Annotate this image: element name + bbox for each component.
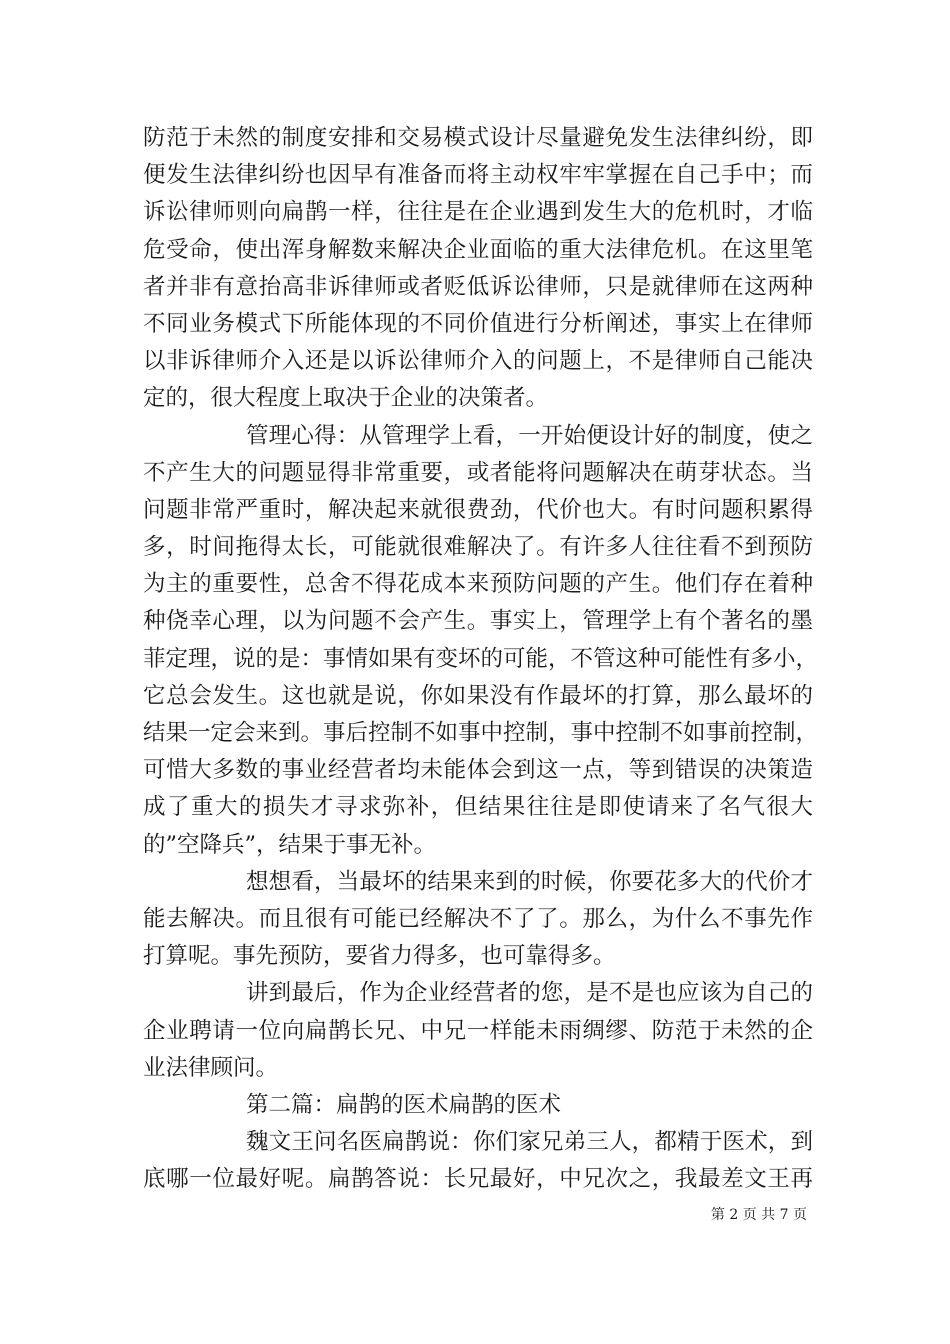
text-line: 便发生法律纠纷也因早有准备而将主动权牢牢掌握在自己手中；而 — [143, 162, 813, 189]
text-line: 它总会发生。这也就是说，你如果没有作最坏的打算，那么最坏的 — [143, 682, 813, 709]
text-line: 不同业务模式下所能体现的不同价值进行分析阐述，事实上在律师 — [143, 310, 813, 337]
text-line: 定的，很大程度上取决于企业的决策者。 — [143, 385, 549, 412]
text-line: 者并非有意抬高非诉律师或者贬低诉讼律师，只是就律师在这两种 — [143, 273, 813, 300]
text-line: 讲到最后，作为企业经营者的您，是不是也应该为自己的 — [246, 980, 813, 1007]
page-footer: 第 2 页 共 7 页 — [710, 1207, 807, 1223]
text-line: 业法律顾问。 — [143, 1054, 279, 1081]
text-line: 结果一定会来到。事后控制不如事中控制，事中控制不如事前控制， — [143, 720, 819, 746]
text-line: 魏文王问名医扁鹊说：你们家兄弟三人，都精于医术，到 — [246, 1129, 813, 1156]
text-line: 危受命，使出浑身解数来解决企业面临的重大法律危机。在这里笔 — [143, 236, 813, 263]
paragraph-p4 — [143, 975, 813, 1087]
text-line: 菲定理，说的是：事情如果有变坏的可能，不管这种可能性有多小， — [143, 645, 819, 672]
paragraph-p5 — [143, 1087, 813, 1124]
text-line: 问题非常严重时，解决起来就很费劲，代价也大。有时问题积累得 — [143, 496, 813, 523]
text-line: 多，时间拖得太长，可能就很难解决了。有许多人往往看不到预防 — [143, 534, 813, 561]
text-line: 以非诉律师介入还是以诉讼律师介入的问题上，不是律师自己能决 — [143, 348, 813, 375]
text-line: 能去解决。而且很有可能已经解决不了了。那么，为什么不事先作 — [143, 905, 813, 932]
paragraph-p1 — [143, 120, 813, 418]
text-line: 种侥幸心理，以为问题不会产生。事实上，管理学上有个著名的墨 — [143, 608, 813, 635]
paragraph-p6 — [143, 1124, 813, 1198]
text-line: 防范于未然的制度安排和交易模式设计尽量避免发生法律纠纷，即 — [143, 125, 813, 151]
document-body — [143, 120, 819, 1198]
text-line: 为主的重要性，总舍不得花成本来预防问题的产生。他们存在着种 — [143, 571, 813, 598]
text-line: 想想看，当最坏的结果来到的时候，你要花多大的代价才 — [246, 868, 813, 895]
paragraph-p2 — [143, 418, 819, 864]
text-line: 的”空降兵”，结果于事无补。 — [143, 831, 437, 858]
text-line: 诉讼律师则向扁鹊一样，往往是在企业遇到发生大的危机时，才临 — [143, 199, 813, 226]
text-line: 底哪一位最好呢。扁鹊答说：长兄最好，中兄次之，我最差文王再 — [143, 1166, 813, 1193]
text-line: 企业聘请一位向扁鹊长兄、中兄一样能未雨绸缪、防范于未然的企 — [143, 1017, 813, 1044]
text-line: 可惜大多数的事业经营者均未能体会到这一点，等到错误的决策造 — [143, 757, 813, 784]
paragraph-p3 — [143, 864, 813, 976]
text-line: 管理心得：从管理学上看，一开始便设计好的制度，使之 — [246, 422, 813, 449]
text-line: 打算呢。事先预防，要省力得多，也可靠得多。 — [143, 943, 616, 970]
text-line: 不产生大的问题显得非常重要，或者能将问题解决在萌芽状态。当 — [143, 459, 813, 486]
text-line: 成了重大的损失才寻求弥补，但结果往往是即使请来了名气很大 — [143, 794, 813, 821]
text-line: 第二篇：扁鹊的医术扁鹊的医术 — [246, 1091, 562, 1118]
